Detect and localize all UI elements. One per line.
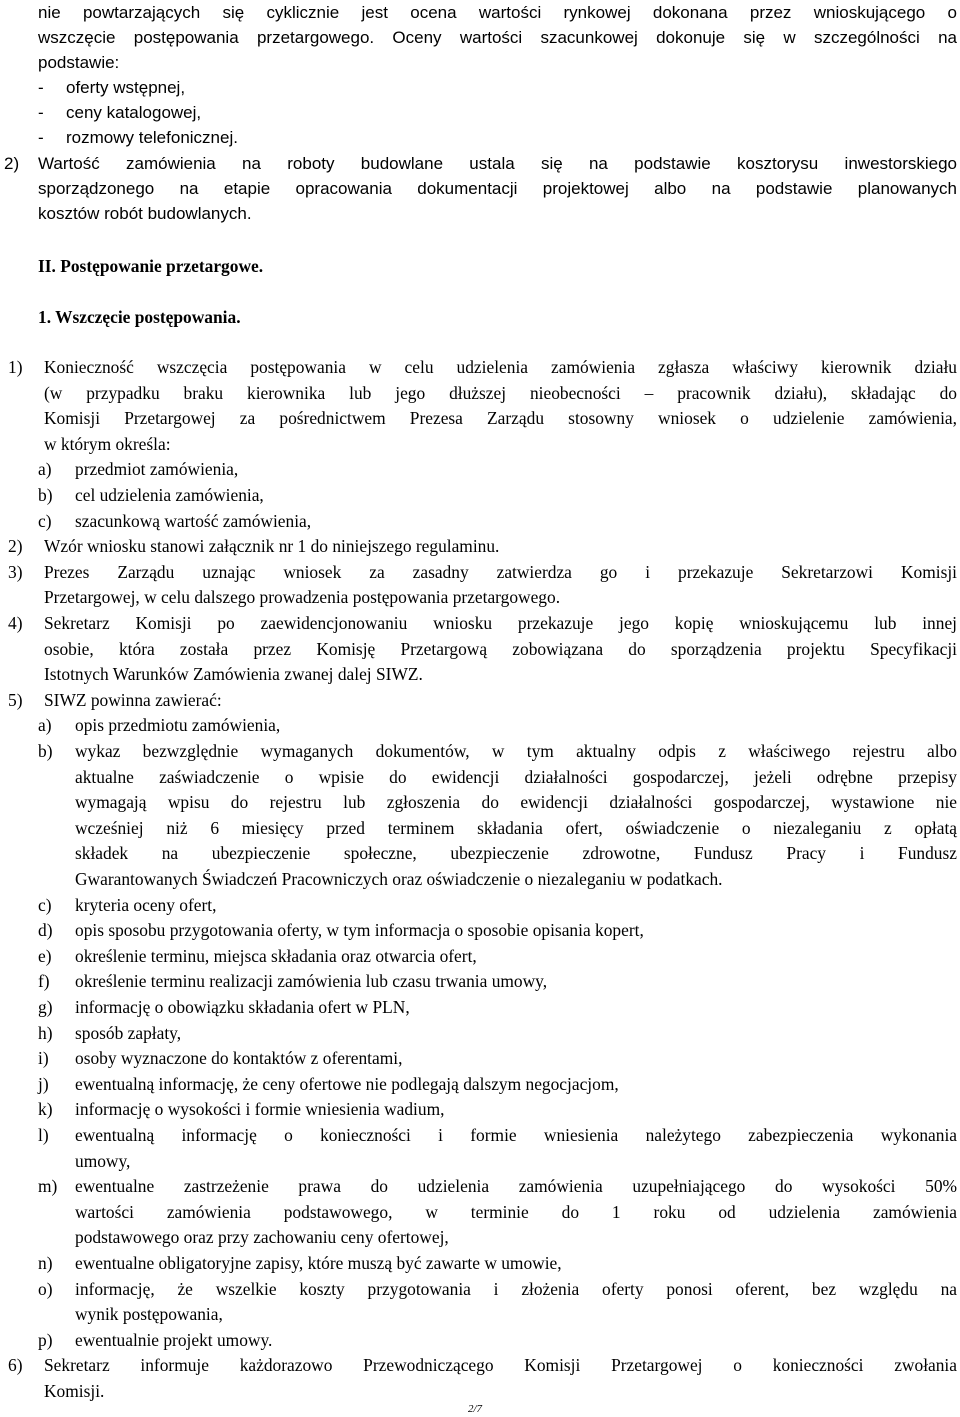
text-line: osoby wyznaczone do kontaktów z oferentami,	[75, 1048, 403, 1069]
text-line: wszczęcie postępowania przetargowego. Oceny wartości szacunkowej dokonuje się w szczególności na	[38, 28, 957, 47]
sub-item-text	[75, 1021, 957, 1047]
subsection-heading: 1. Wszczęcie postępowania.	[38, 307, 241, 327]
sub-item-text	[75, 1328, 957, 1354]
text-line: ewentualną informację o konieczności i formie wniesienia należytego zabezpieczenia wykonania	[75, 1124, 957, 1145]
sub-item-text	[75, 1123, 957, 1174]
text-line: Sekretarz Komisji po zaewidencjonowaniu wniosku przekazuje jego kopię wnioskującemu lub innej	[44, 613, 957, 633]
text-line: Prezes Zarządu uznając wniosek za zasadny zatwierdza go i przekazuje Sekretarzowi Komisji	[44, 561, 957, 582]
point-2-text	[38, 151, 957, 226]
sub-item-letter: m)	[38, 1176, 58, 1197]
item-text	[44, 1353, 957, 1404]
section-heading: II. Postępowanie przetargowe.	[38, 256, 264, 276]
text-line: Konieczność wszczęcia postępowania w celu udzielenia zamówienia zgłasza właściwy kierownik działu	[44, 357, 957, 377]
text-line: ewentualne obligatoryjne zapisy, które muszą być zawarte w umowie,	[75, 1252, 562, 1273]
text-line: Wartość zamówienia na roboty budowlane ustala się na podstawie kosztorysu inwestorskiego	[38, 154, 957, 173]
text-line: ewentualną informację, że ceny ofertowe nie podlegają dalszym negocjacjom,	[75, 1073, 619, 1094]
item-number: 3)	[8, 561, 23, 582]
sub-item-letter: p)	[38, 1329, 53, 1350]
sub-item-letter: j)	[38, 1073, 49, 1094]
text-line: kosztów robót budowlanych.	[38, 204, 252, 223]
sub-item-letter: i)	[38, 1048, 49, 1069]
text-line: aktualne zaświadczenie o wpisie do ewidencji działalności gospodarczej, jeżeli odrębne przepisy	[75, 766, 957, 787]
text-line: Istotnych Warunków Zamówienia zwanej dalej SIWZ.	[44, 664, 423, 685]
text-line: wcześniej niż 6 miesięcy przed terminem składania ofert, oświadczenie o niezaleganiu z opłatą	[75, 817, 957, 838]
sub-item-text	[75, 969, 957, 995]
text-line: opis sposobu przygotowania oferty, w tym informacja o sposobie opisania kopert,	[75, 920, 644, 941]
sub-item-text	[75, 509, 957, 535]
item-number: 2)	[8, 536, 23, 557]
dash-list	[38, 75, 957, 150]
text-line: określenie terminu, miejsca składania oraz otwarcia ofert,	[75, 945, 477, 966]
sub-item-letter: b)	[38, 740, 53, 761]
text-line: SIWZ powinna zawierać:	[44, 689, 222, 710]
text-line: informację o obowiązku składania ofert w PLN,	[75, 996, 410, 1017]
sub-item-letter: n)	[38, 1252, 53, 1273]
text-line: sposób zapłaty,	[75, 1022, 182, 1043]
text-line: wynik postępowania,	[75, 1304, 223, 1325]
text-line: (w przypadku braku kierownika lub jego dłuższej nieobecności – pracownik działu), składając do	[44, 382, 957, 403]
text-line: podstawowego oraz przy zachowaniu ceny ofertowej,	[75, 1227, 449, 1248]
text-line: przedmiot zamówienia,	[75, 459, 239, 480]
sub-item-letter: l)	[38, 1124, 49, 1145]
sub-item-letter: b)	[38, 485, 53, 505]
text-line: ewentualne zastrzeżenie prawa do udzielenia zamówienia uzupełniającego do wysokości 50%	[75, 1176, 957, 1197]
item-number: 6)	[8, 1355, 23, 1376]
dash-marker: -	[38, 103, 44, 122]
sub-item-letter: e)	[38, 945, 52, 966]
text-line: osobie, która została przez Komisję Przetargową zobowiązana do sporządzenia projektu Specyfikacji	[44, 638, 957, 659]
text-line: Gwarantowanych Świadczeń Pracowniczych oraz oświadczenie o niezaleganiu w podatkach.	[75, 868, 723, 889]
dash-item-text: rozmowy telefonicznej.	[66, 128, 238, 147]
list-item	[0, 1353, 957, 1404]
sub-item-text	[75, 1046, 957, 1072]
dash-list-item	[38, 125, 957, 150]
list-item	[0, 355, 957, 534]
list-item	[0, 688, 957, 1354]
text-line: opis przedmiotu zamówienia,	[75, 715, 281, 736]
continuation-paragraph	[38, 0, 957, 150]
sub-item-letter: f)	[38, 971, 50, 992]
text-line: wymagają wpisu do rejestru lub zgłoszenia do ewidencji działalności gospodarczej, wystawione nie	[75, 792, 957, 813]
sub-item-text	[75, 483, 957, 509]
item-text	[44, 355, 957, 457]
text-line: ewentualnie projekt umowy.	[75, 1329, 273, 1350]
dash-marker: -	[38, 128, 44, 147]
item-text	[44, 560, 957, 611]
list-item	[0, 611, 957, 688]
list-item	[0, 560, 957, 611]
text-line: Sekretarz informuje każdorazowo Przewodniczącego Komisji Przetargowej o konieczności zwołania	[44, 1355, 957, 1376]
sub-item-text	[75, 918, 957, 944]
dash-marker: -	[38, 78, 44, 97]
sub-item-letter: d)	[38, 920, 53, 941]
sub-item-letter: a)	[38, 459, 52, 480]
sub-item-letter: k)	[38, 1099, 53, 1120]
text-line: Wzór wniosku stanowi załącznik nr 1 do niniejszego regulaminu.	[44, 536, 500, 557]
text-line: Komisji Przetargowej za pośrednictwem Prezesa Zarządu stosowny wniosek o udzielenie zamówienia,	[44, 408, 957, 429]
dash-item-text: ceny katalogowej,	[66, 103, 202, 122]
text-line: składek na ubezpieczenie społeczne, ubezpieczenie zdrowotne, Fundusz Pracy i Fundusz	[75, 843, 957, 864]
text-line: Przetargowej, w celu dalszego prowadzenia postępowania przetargowego.	[44, 587, 561, 608]
text-line: kryteria oceny ofert,	[75, 894, 217, 915]
dash-list-item	[38, 100, 957, 125]
text-line: nie powtarzających się cyklicznie jest ocena wartości rynkowej dokonana przez wnioskującego o	[38, 3, 957, 22]
dash-item-text: oferty wstępnej,	[66, 78, 186, 97]
text-line: w którym określa:	[44, 433, 171, 454]
text-line: informację o wysokości i formie wniesienia wadium,	[75, 1099, 445, 1120]
text-line: szacunkową wartość zamówienia,	[75, 510, 312, 531]
sub-item-text	[75, 944, 957, 970]
sub-item-text	[75, 1251, 957, 1277]
sub-item-text	[75, 739, 957, 893]
sub-item-letter: c)	[38, 894, 52, 915]
sub-item-letter: h)	[38, 1022, 53, 1043]
item-text	[44, 534, 957, 560]
point-number: 2)	[4, 154, 20, 173]
sub-item-text	[75, 1097, 957, 1123]
dash-list-item	[38, 75, 957, 100]
sub-item-letter: g)	[38, 996, 53, 1017]
sub-item-text	[75, 1277, 957, 1328]
sub-item-text	[75, 1072, 957, 1098]
sub-item-text	[75, 893, 957, 919]
item-number: 4)	[8, 613, 23, 633]
sub-item-letter: c)	[38, 510, 52, 531]
item-number: 1)	[8, 357, 23, 377]
sub-item-text	[75, 713, 957, 739]
sub-item-letter: a)	[38, 715, 52, 736]
item-text	[44, 611, 957, 688]
text-line: wartości zamówienia podstawowego, w terminie do 1 roku od udzielenia zamówienia	[75, 1201, 957, 1222]
text-line: umowy,	[75, 1150, 131, 1171]
text-line: informację, że wszelkie koszty przygotowania i złożenia oferty ponosi oferent, bez względu na	[75, 1278, 957, 1299]
item-number: 5)	[8, 689, 23, 710]
sub-item-text	[75, 1174, 957, 1251]
sub-item-letter: o)	[38, 1278, 53, 1299]
text-line: podstawie:	[38, 53, 120, 72]
page-number: 2/7	[468, 1403, 483, 1415]
sub-item-text	[75, 457, 957, 483]
text-line: wykaz bezwzględnie wymaganych dokumentów, w tym aktualny odpis z właściwego rejestru albo	[75, 740, 957, 761]
text-line: sporządzonego na etapie opracowania dokumentacji projektowej albo na podstawie planowanych	[38, 179, 957, 198]
text-line: Komisji.	[44, 1380, 105, 1401]
sub-item-text	[75, 995, 957, 1021]
list-item	[0, 534, 957, 560]
item-text	[44, 688, 957, 714]
text-line: cel udzielenia zamówienia,	[75, 485, 264, 505]
text-line: określenie terminu realizacji zamówienia lub czasu trwania umowy,	[75, 971, 548, 992]
